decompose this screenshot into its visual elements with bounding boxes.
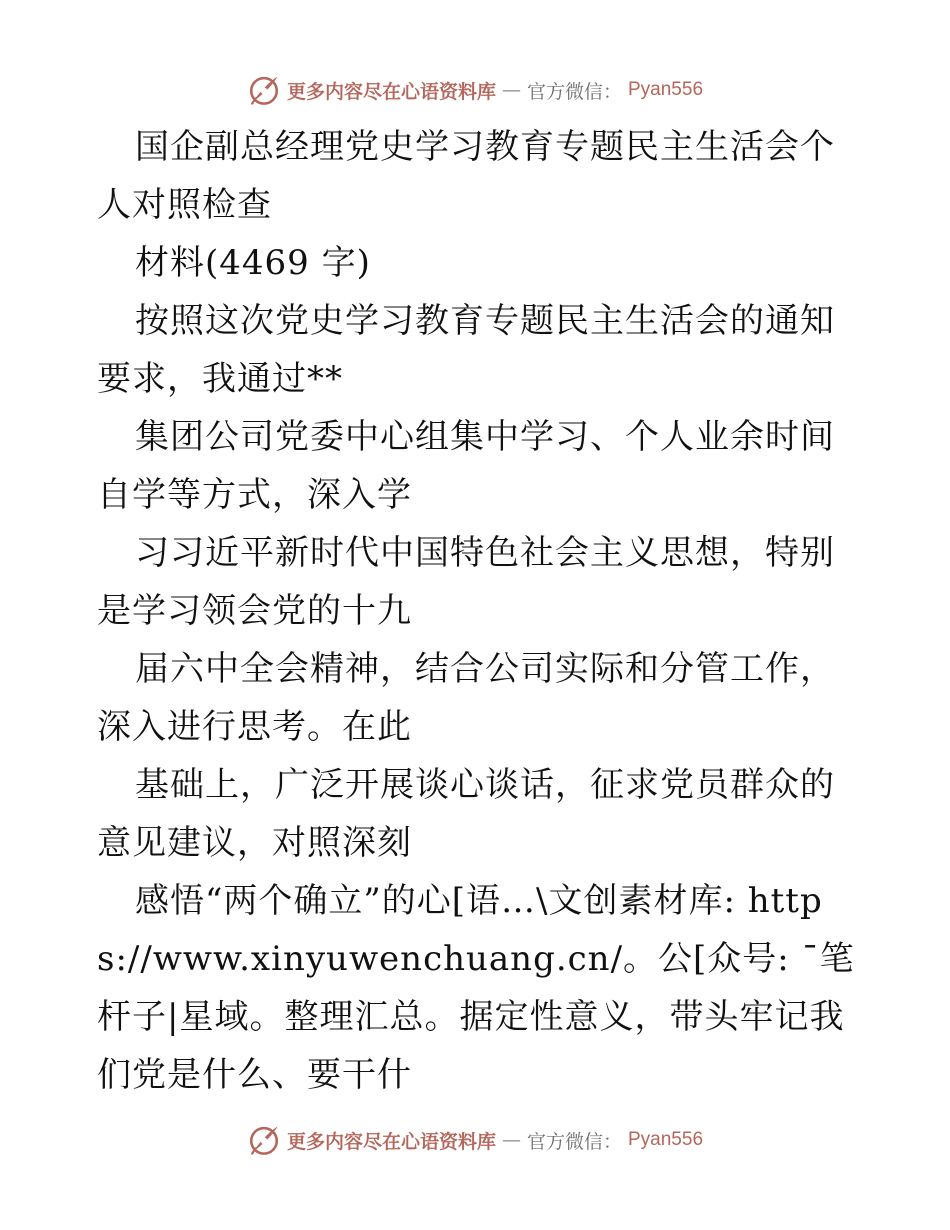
body-paragraph: 基础上，广泛开展谈心谈话，征求党员群众的意见建议，对照深刻 [97, 765, 835, 863]
banner-title: 更多内容尽在心语资料库 [286, 80, 496, 103]
banner-official-label: 官方微信： [526, 80, 622, 103]
document-subtitle: 材料(4469 字) [135, 243, 371, 283]
quill-pen-circle-logo-icon [247, 1123, 281, 1157]
body-paragraph: 集团公司党委中心组集中学习、个人业余时间自学等方式，深入学 [97, 417, 835, 515]
banner [247, 1123, 703, 1157]
body-paragraph: 按照这次党史学习教育专题民主生活会的通知要求，我通过** [97, 301, 835, 399]
banner-wechat-id: Pyan556 [628, 1129, 704, 1150]
banner-official-label: 官方微信： [526, 1130, 622, 1153]
banner-title: 更多内容尽在心语资料库 [286, 1130, 496, 1153]
body-paragraph: 感悟“两个确立”的心[语…\文创素材库: https://www.xinyuwenchuang.cn/。公[众号: ¯笔杆子|星域。整理汇总。据定性意义，带头牢记我们党是什么、要干什 [97, 881, 855, 1095]
banner-wechat-id: Pyan556 [628, 79, 704, 100]
page-footer-banner [0, 1120, 950, 1160]
banner [247, 73, 703, 107]
page-header-banner [0, 70, 950, 110]
document-body [97, 118, 857, 1104]
body-paragraph: 习习近平新时代中国特色社会主义思想，特别是学习领会党的十九 [97, 533, 835, 631]
quill-pen-circle-logo-icon [247, 73, 281, 107]
banner-dash: — [501, 79, 521, 101]
document-title: 国企副总经理党史学习教育专题民主生活会个人对照检查 [97, 127, 835, 225]
body-paragraph: 届六中全会精神，结合公司实际和分管工作，深入进行思考。在此 [97, 649, 835, 747]
banner-dash: — [501, 1129, 521, 1151]
